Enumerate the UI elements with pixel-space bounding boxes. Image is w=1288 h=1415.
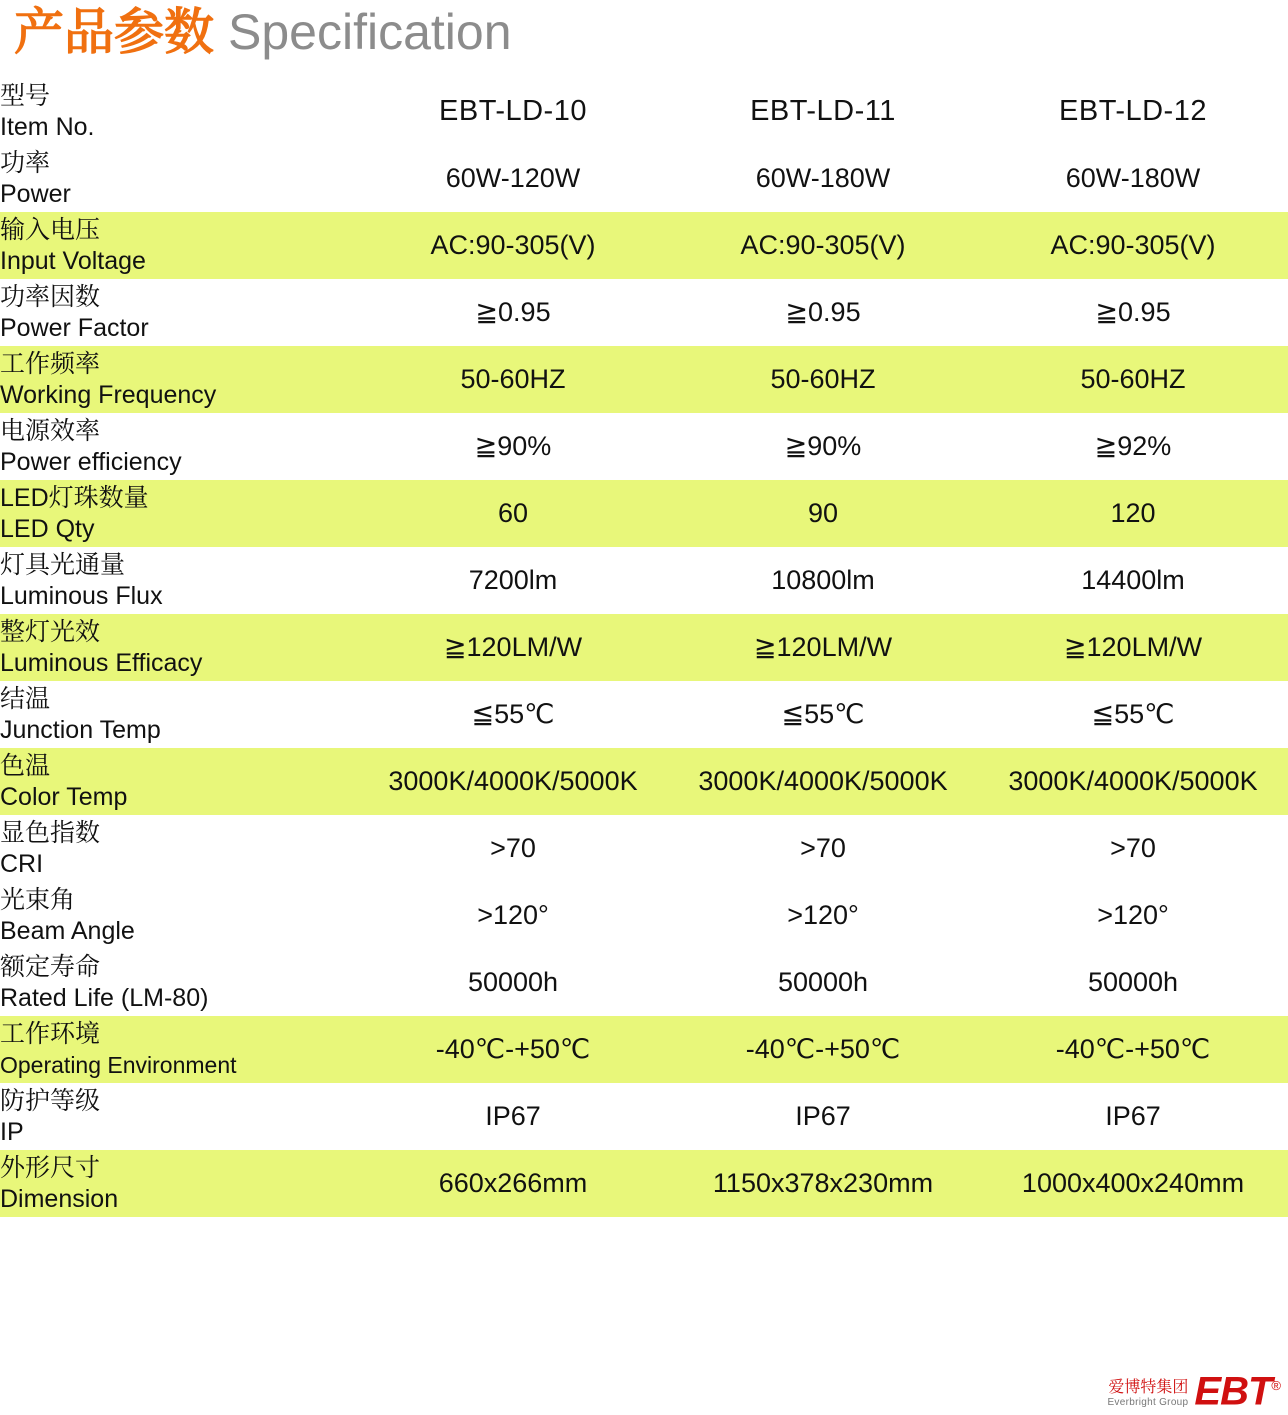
table-row [0,78,1288,145]
row-value-col3: >70 [978,815,1288,882]
row-value-col2: >120° [668,882,978,949]
row-label-cn: 整灯光效 [0,617,101,646]
row-label-cn: 功率因数 [0,282,101,311]
row-label [0,949,358,1016]
row-value-col3: 120 [978,480,1288,547]
row-value-col2: ≧90% [668,413,978,480]
brand-mark-letters: EBT [1194,1369,1272,1413]
row-value-col2: IP67 [668,1083,978,1150]
brand-name-en: Everbright Group [1107,1397,1189,1408]
table-row [0,547,1288,614]
row-value-col1: IP67 [358,1083,668,1150]
row-value-col1: 50000h [358,949,668,1016]
row-label-en: Power [0,179,71,208]
row-value-col3: ≦55℃ [978,681,1288,748]
table-row [0,748,1288,815]
row-value-col1: ≧90% [358,413,668,480]
table-row [0,815,1288,882]
row-label-en: Working Frequency [0,380,217,409]
row-value-col3: 14400lm [978,547,1288,614]
row-label [0,681,358,748]
row-label-en: Luminous Flux [0,581,163,610]
row-value-col2: 90 [668,480,978,547]
row-label-en: Rated Life (LM-80) [0,983,209,1012]
row-label-cn: 额定寿命 [0,952,101,981]
row-label [0,480,358,547]
table-row [0,279,1288,346]
row-label-cn: 结温 [0,684,51,713]
table-row [0,949,1288,1016]
row-label [0,279,358,346]
row-value-col3: ≧0.95 [978,279,1288,346]
brand-logo-mark [1194,1366,1280,1411]
row-label-en: Item No. [0,112,95,141]
row-label-cn: 输入电压 [0,215,101,244]
row-label [0,212,358,279]
row-value-col3: >120° [978,882,1288,949]
brand-name-cn: 爱博特集团 [1108,1379,1189,1396]
row-label [0,815,358,882]
row-label [0,145,358,212]
page-title-cn: 产品参数 [14,4,214,60]
row-value-col2: -40℃-+50℃ [668,1016,978,1083]
row-value-col3: 1000x400x240mm [978,1150,1288,1217]
row-value-col3: EBT-LD-12 [978,78,1288,145]
row-label-en: Junction Temp [0,715,161,744]
row-label-cn: 外形尺寸 [0,1153,101,1182]
row-value-col1: 660x266mm [358,1150,668,1217]
brand-logo [1107,1366,1280,1411]
table-row [0,212,1288,279]
table-row [0,882,1288,949]
table-row [0,1083,1288,1150]
row-label-en: Dimension [0,1184,119,1213]
table-row [0,614,1288,681]
table-row [0,346,1288,413]
row-label-en: Operating Environment [0,1051,237,1078]
row-value-col1: EBT-LD-10 [358,78,668,145]
table-row [0,145,1288,212]
row-value-col1: ≦55℃ [358,681,668,748]
row-label-cn: 工作频率 [0,349,101,378]
row-label-cn: 光束角 [0,885,76,914]
row-label-cn: LED灯珠数量 [0,483,149,512]
row-value-col2: 1150x378x230mm [668,1150,978,1217]
brand-mark-text [1194,1366,1280,1411]
row-label [0,413,358,480]
row-label-en: CRI [0,849,44,878]
registered-trademark-icon: ® [1271,1377,1280,1393]
row-value-col2: ≧120LM/W [668,614,978,681]
row-label [0,882,358,949]
specification-table [0,78,1288,1217]
row-value-col2: 3000K/4000K/5000K [668,748,978,815]
row-value-col3: AC:90-305(V) [978,212,1288,279]
row-value-col1: >70 [358,815,668,882]
row-label-cn: 电源效率 [0,416,101,445]
row-value-col1: >120° [358,882,668,949]
row-value-col1: 60W-120W [358,145,668,212]
row-label-en: Power efficiency [0,447,182,476]
row-label-en: Beam Angle [0,916,135,945]
row-value-col2: 50-60HZ [668,346,978,413]
row-label [0,78,358,145]
row-value-col1: ≧0.95 [358,279,668,346]
row-value-col1: 50-60HZ [358,346,668,413]
row-label [0,1016,358,1083]
row-value-col3: 3000K/4000K/5000K [978,748,1288,815]
row-label-en: IP [0,1117,24,1146]
row-value-col1: ≧120LM/W [358,614,668,681]
row-value-col3: ≧120LM/W [978,614,1288,681]
row-label-cn: 显色指数 [0,818,101,847]
table-row [0,1150,1288,1217]
row-value-col1: 3000K/4000K/5000K [358,748,668,815]
table-row [0,413,1288,480]
row-label-cn: 灯具光通量 [0,550,126,579]
row-value-col1: AC:90-305(V) [358,212,668,279]
table-row [0,1016,1288,1083]
row-label-cn: 型号 [0,81,51,110]
row-label [0,346,358,413]
row-value-col2: >70 [668,815,978,882]
row-value-col2: 50000h [668,949,978,1016]
row-value-col3: ≧92% [978,413,1288,480]
table-row [0,681,1288,748]
specification-table-body [0,78,1288,1217]
brand-logo-text [1107,1379,1188,1411]
row-value-col2: 10800lm [668,547,978,614]
row-value-col1: -40℃-+50℃ [358,1016,668,1083]
row-value-col2: EBT-LD-11 [668,78,978,145]
row-label [0,614,358,681]
row-label [0,1150,358,1217]
table-row [0,480,1288,547]
row-label-cn: 色温 [0,751,51,780]
row-label [0,547,358,614]
page-header [0,0,1288,78]
row-label-en: Power Factor [0,313,149,342]
row-label [0,748,358,815]
row-value-col2: 60W-180W [668,145,978,212]
row-value-col1: 60 [358,480,668,547]
row-label-en: LED Qty [0,514,95,543]
row-value-col2: ≧0.95 [668,279,978,346]
row-value-col1: 7200lm [358,547,668,614]
row-label-cn: 工作环境 [0,1019,101,1048]
row-label [0,1083,358,1150]
row-value-col3: IP67 [978,1083,1288,1150]
row-label-cn: 功率 [0,148,51,177]
row-label-en: Color Temp [0,782,128,811]
row-label-en: Luminous Efficacy [0,648,203,677]
row-value-col3: 50-60HZ [978,346,1288,413]
row-value-col3: -40℃-+50℃ [978,1016,1288,1083]
row-label-cn: 防护等级 [0,1086,101,1115]
page-title-en: Specification [228,4,512,60]
row-value-col3: 60W-180W [978,145,1288,212]
row-value-col3: 50000h [978,949,1288,1016]
row-value-col2: ≦55℃ [668,681,978,748]
row-label-en: Input Voltage [0,246,146,275]
row-value-col2: AC:90-305(V) [668,212,978,279]
